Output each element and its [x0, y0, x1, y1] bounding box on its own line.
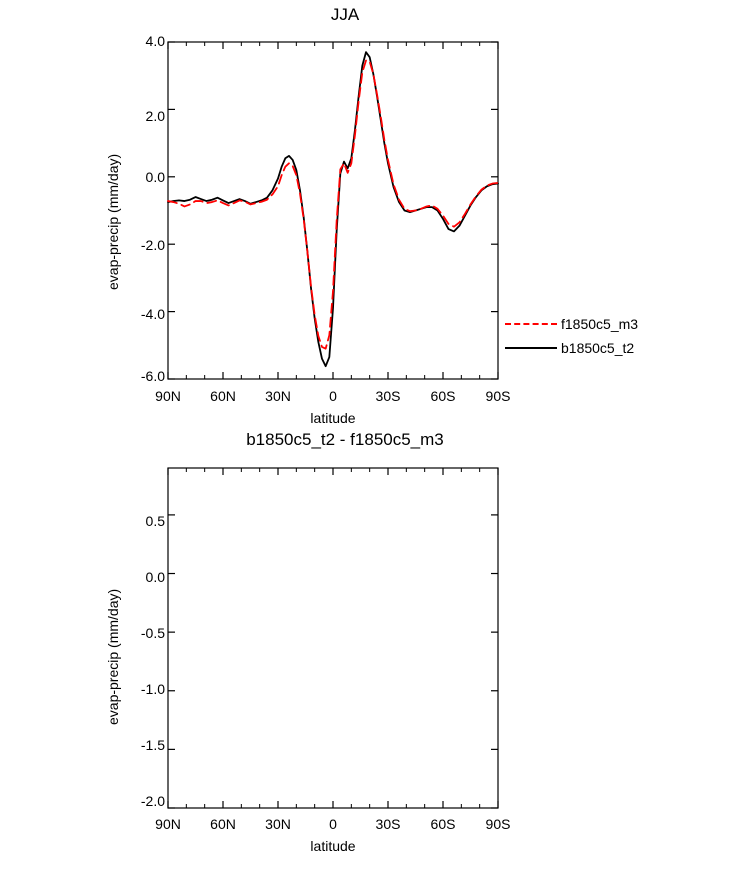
x-tick-label: 90N	[155, 388, 181, 404]
y-tick-label: -1.5	[140, 737, 165, 753]
x-tick-label: 30N	[265, 388, 291, 404]
x-tick-label: 90S	[485, 388, 511, 404]
x-axis-label-bottom: latitude	[310, 838, 356, 854]
legend-swatch-solid-black	[505, 342, 557, 354]
x-tick-label: 30S	[375, 816, 401, 832]
y-tick-label: -1.0	[140, 681, 165, 697]
x-tick-label: 60N	[210, 388, 236, 404]
legend-label: f1850c5_m3	[561, 316, 639, 332]
chart-panel-bottom	[0, 420, 733, 869]
y-tick-label: 2.0	[145, 108, 165, 124]
y-tick-label: -4.0	[140, 306, 165, 322]
y-tick-label: -0.5	[140, 625, 165, 641]
y-tick-label: 0.0	[145, 169, 165, 185]
x-tick-label: 90S	[485, 816, 511, 832]
x-tick-label: 60S	[430, 816, 456, 832]
y-tick-label: 0.5	[145, 513, 165, 529]
y-tick-label: -6.0	[140, 368, 165, 384]
y-tick-label: 0.0	[145, 569, 165, 585]
plot-area-bottom	[0, 420, 733, 869]
legend-swatch-dashed-red	[505, 318, 557, 330]
legend-label: b1850c5_t2	[561, 340, 635, 356]
x-tick-label: 30N	[265, 816, 291, 832]
legend-item	[505, 312, 655, 336]
x-tick-label: 60S	[430, 388, 456, 404]
y-tick-label: -2.0	[140, 793, 165, 809]
y-tick-label: 4.0	[145, 33, 165, 49]
x-tick-label: 0	[329, 816, 337, 832]
y-tick-label: -2.0	[140, 237, 165, 253]
x-tick-label: 90N	[155, 816, 181, 832]
x-tick-label: 30S	[375, 388, 401, 404]
legend	[505, 312, 655, 360]
legend-item	[505, 336, 655, 360]
x-tick-label: 60N	[210, 816, 236, 832]
x-axis-label-top: latitude	[310, 410, 356, 426]
y-axis-label-bottom: evap-precip (mm/day)	[105, 588, 121, 725]
x-tick-label: 0	[329, 388, 337, 404]
chart-title-bottom: b1850c5_t2 - f1850c5_m3	[246, 430, 444, 449]
y-axis-label-top: evap-precip (mm/day)	[105, 153, 121, 290]
chart-title-top: JJA	[330, 5, 360, 24]
